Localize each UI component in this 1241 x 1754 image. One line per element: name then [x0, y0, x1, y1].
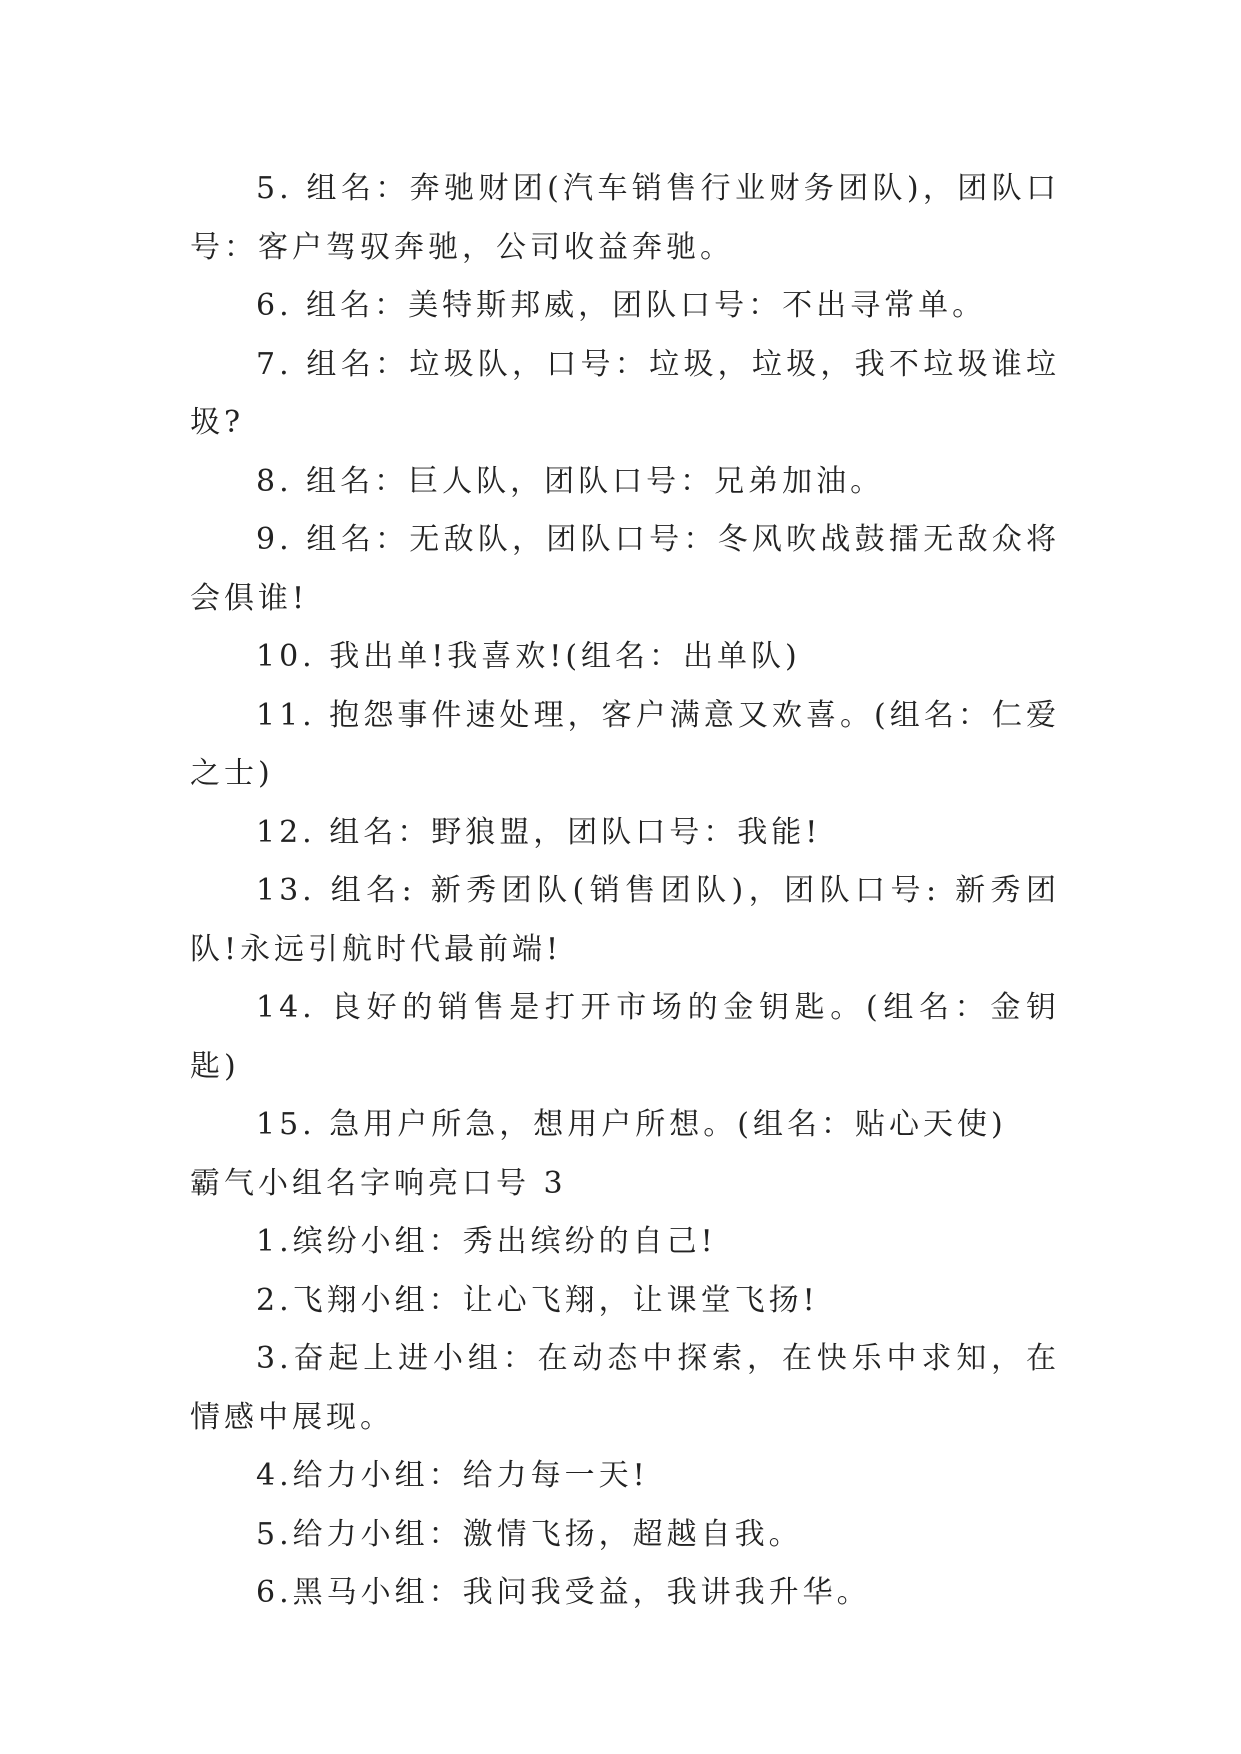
list-item-group-5: 5.给力小组：激情飞扬，超越自我。 [256, 1516, 803, 1552]
list-item-slogan-11: 11. 抱怨事件速处理，客户满意又欢喜。(组名：仁爱之士) [190, 697, 1060, 791]
list-item-group-6: 6.黑马小组：我问我受益，我讲我升华。 [256, 1575, 871, 1610]
list-item-slogan-12: 12. 组名：野狼盟，团队口号：我能! [256, 814, 822, 850]
list-item-slogan-5: 5. 组名：奔驰财团(汽车销售行业财务团队)，团队口号：客户驾驭奔驰，公司收益奔驰。 [190, 171, 1060, 265]
document-body [190, 160, 1060, 1623]
list-item-group-4: 4.给力小组：给力每一天! [256, 1458, 649, 1493]
list-item-slogan-8: 8. 组名：巨人队，团队口号：兄弟加油。 [256, 463, 885, 499]
list-item-slogan-6: 6. 组名：美特斯邦威，团队口号：不出寻常单。 [256, 288, 987, 323]
list-item-group-2: 2.飞翔小组：让心飞翔，让课堂飞扬! [256, 1282, 819, 1318]
list-item-slogan-15: 15. 急用户所急，想用户所想。(组名：贴心天使) [256, 1107, 1007, 1142]
list-item-slogan-13: 13. 组名: 新秀团队(销售团队)，团队口号: 新秀团队!永远引航时代最前端! [190, 873, 1060, 967]
list-item-group-3: 3.奋起上进小组：在动态中探索，在快乐中求知，在情感中展现。 [190, 1341, 1060, 1435]
list-item-group-1: 1.缤纷小组：秀出缤纷的自己! [256, 1224, 717, 1259]
list-item-slogan-7: 7. 组名：垃圾队，口号：垃圾，垃圾，我不垃圾谁垃圾? [190, 346, 1060, 440]
section-heading: 霸气小组名字响亮口号 3 [190, 1165, 567, 1201]
list-item-slogan-10: 10. 我出单!我喜欢!(组名：出单队) [256, 639, 801, 674]
list-item-slogan-14: 14. 良好的销售是打开市场的金钥匙。(组名：金钥匙) [190, 990, 1060, 1084]
list-item-slogan-9: 9. 组名：无敌队，团队口号：冬风吹战鼓擂无敌众将会俱谁! [190, 522, 1060, 616]
